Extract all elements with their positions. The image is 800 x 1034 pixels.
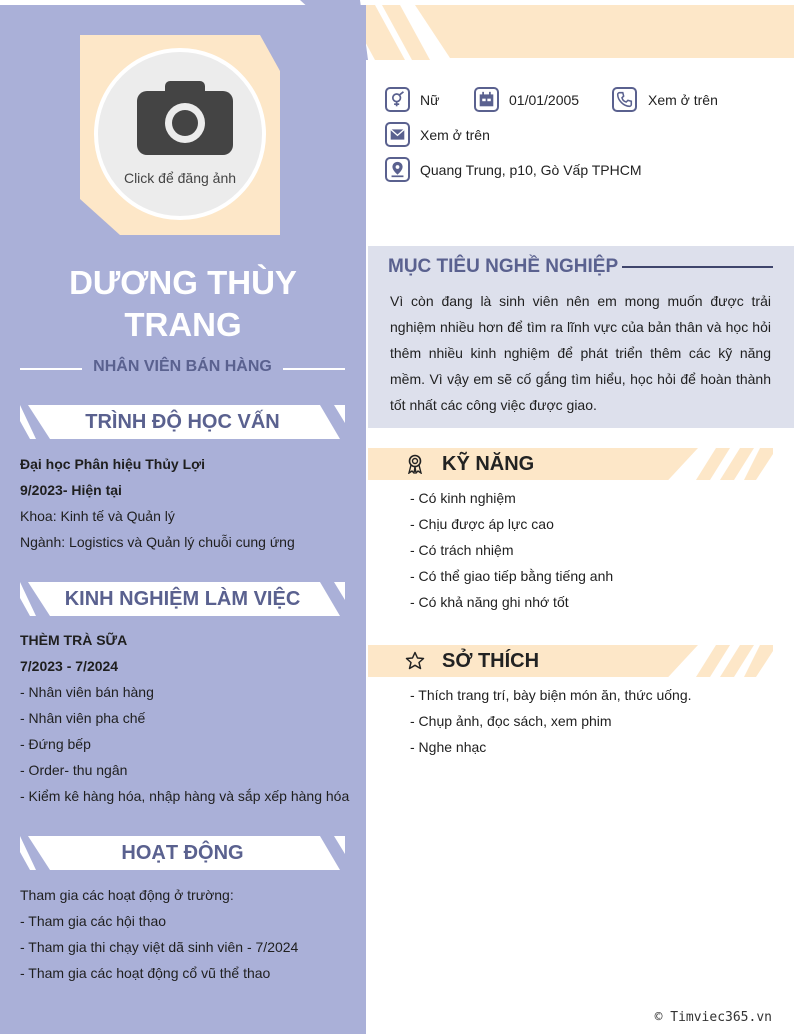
list-item: - Có kinh nghiệm <box>410 490 516 506</box>
calendar-icon <box>478 91 495 108</box>
list-item: - Nghe nhạc <box>410 739 487 755</box>
star-icon <box>405 651 425 671</box>
gender-value: Nữ <box>420 92 440 108</box>
skills-banner <box>368 448 773 480</box>
top-decoration <box>300 0 800 60</box>
list-item: - Có khả năng ghi nhớ tốt <box>410 594 569 610</box>
profile-photo[interactable] <box>80 35 280 235</box>
hobbies-heading: SỞ THÍCH <box>442 650 540 672</box>
objective-heading: MỤC TIÊU NGHỀ NGHIỆP <box>388 256 619 277</box>
phone-icon <box>616 91 633 108</box>
experience-banner <box>20 582 345 616</box>
location-icon-box <box>385 157 410 182</box>
email-icon-box <box>385 122 410 147</box>
objective-divider <box>622 266 773 268</box>
company-name: THÈM TRÀ SỮA <box>20 632 128 648</box>
school-name: Đại học Phân hiệu Thủy Lợi <box>20 456 205 472</box>
list-item: - Đứng bếp <box>20 736 91 752</box>
list-item: - Chụp ảnh, đọc sách, xem phim <box>410 713 612 729</box>
phone-value: Xem ở trên <box>648 92 718 108</box>
email-value: Xem ở trên <box>420 127 490 143</box>
education-period: 9/2023- Hiện tại <box>20 482 122 498</box>
experience-period: 7/2023 - 7/2024 <box>20 658 119 674</box>
skills-list <box>410 485 780 615</box>
email-icon <box>389 126 406 143</box>
hobbies-list <box>410 682 780 760</box>
gender-icon-box <box>385 87 410 112</box>
camera-icon <box>135 77 235 157</box>
list-item: - Thích trang trí, bày biện món ăn, thức uống. <box>410 687 692 703</box>
experience-details <box>20 627 355 809</box>
activities-heading: HOẠT ĐỘNG <box>121 842 244 864</box>
activities-banner <box>20 836 345 870</box>
job-title-row <box>20 358 345 378</box>
list-item: Tham gia các hoạt động ở trường: <box>20 887 234 903</box>
experience-heading: KINH NGHIỆM LÀM VIỆC <box>64 588 301 610</box>
faculty: Khoa: Kinh tế và Quản lý <box>20 508 175 524</box>
divider-line <box>283 368 345 370</box>
location-icon <box>389 161 406 178</box>
list-item: - Order- thu ngân <box>20 762 128 778</box>
list-item: - Kiểm kê hàng hóa, nhập hàng và sắp xếp hàng hóa <box>20 788 350 804</box>
footer-credit: © Timviec365.vn <box>654 1010 772 1025</box>
gender-icon <box>389 91 406 108</box>
list-item: - Có thể giao tiếp bằng tiếng anh <box>410 568 614 584</box>
name-line-1: DƯƠNG THÙY <box>69 264 297 301</box>
list-item: - Có trách nhiệm <box>410 542 514 558</box>
skills-heading: KỸ NĂNG <box>442 453 535 475</box>
photo-placeholder[interactable] <box>94 48 266 220</box>
award-icon <box>405 454 425 474</box>
name-line-2: TRANG <box>124 306 242 343</box>
objective-text: Vì còn đang là sinh viên nên em mong muốn được trải nghiệm nhiều hơn để tìm ra lĩnh vực của bản thân và học hỏi thêm nhiều kinh nghiệm để phát triển thêm các kỹ năng mềm. Vì vậy em sẽ cố gắng tìm hiểu, học hỏi để hoàn thành tốt nhất các công việc được giao. <box>390 293 771 413</box>
list-item: - Nhân viên bán hàng <box>20 684 154 700</box>
education-details <box>20 451 355 555</box>
banner-stripes <box>368 448 773 480</box>
job-title: NHÂN VIÊN BÁN HÀNG <box>93 358 272 375</box>
list-item: - Nhân viên pha chế <box>20 710 146 726</box>
photo-caption: Click để đăng ảnh <box>123 170 237 186</box>
dob-value: 01/01/2005 <box>509 92 580 108</box>
candidate-name <box>0 262 366 346</box>
activities-details <box>20 882 355 986</box>
list-item: - Tham gia các hội thao <box>20 913 167 929</box>
major: Ngành: Logistics và Quản lý chuỗi cung ứng <box>20 534 295 550</box>
list-item: - Chịu được áp lực cao <box>410 516 554 532</box>
list-item: - Tham gia thi chạy việt dã sinh viên - 7/2024 <box>20 939 299 955</box>
education-banner <box>20 405 345 439</box>
address-value: Quang Trung, p10, Gò Vấp TPHCM <box>420 162 642 178</box>
education-heading: TRÌNH ĐỘ HỌC VẤN <box>85 411 280 433</box>
calendar-icon-box <box>474 87 499 112</box>
hobbies-banner <box>368 645 773 677</box>
phone-icon-box <box>612 87 637 112</box>
divider-line <box>20 368 82 370</box>
banner-stripes <box>368 645 773 677</box>
list-item: - Tham gia các hoạt động cổ vũ thể thao <box>20 965 271 981</box>
